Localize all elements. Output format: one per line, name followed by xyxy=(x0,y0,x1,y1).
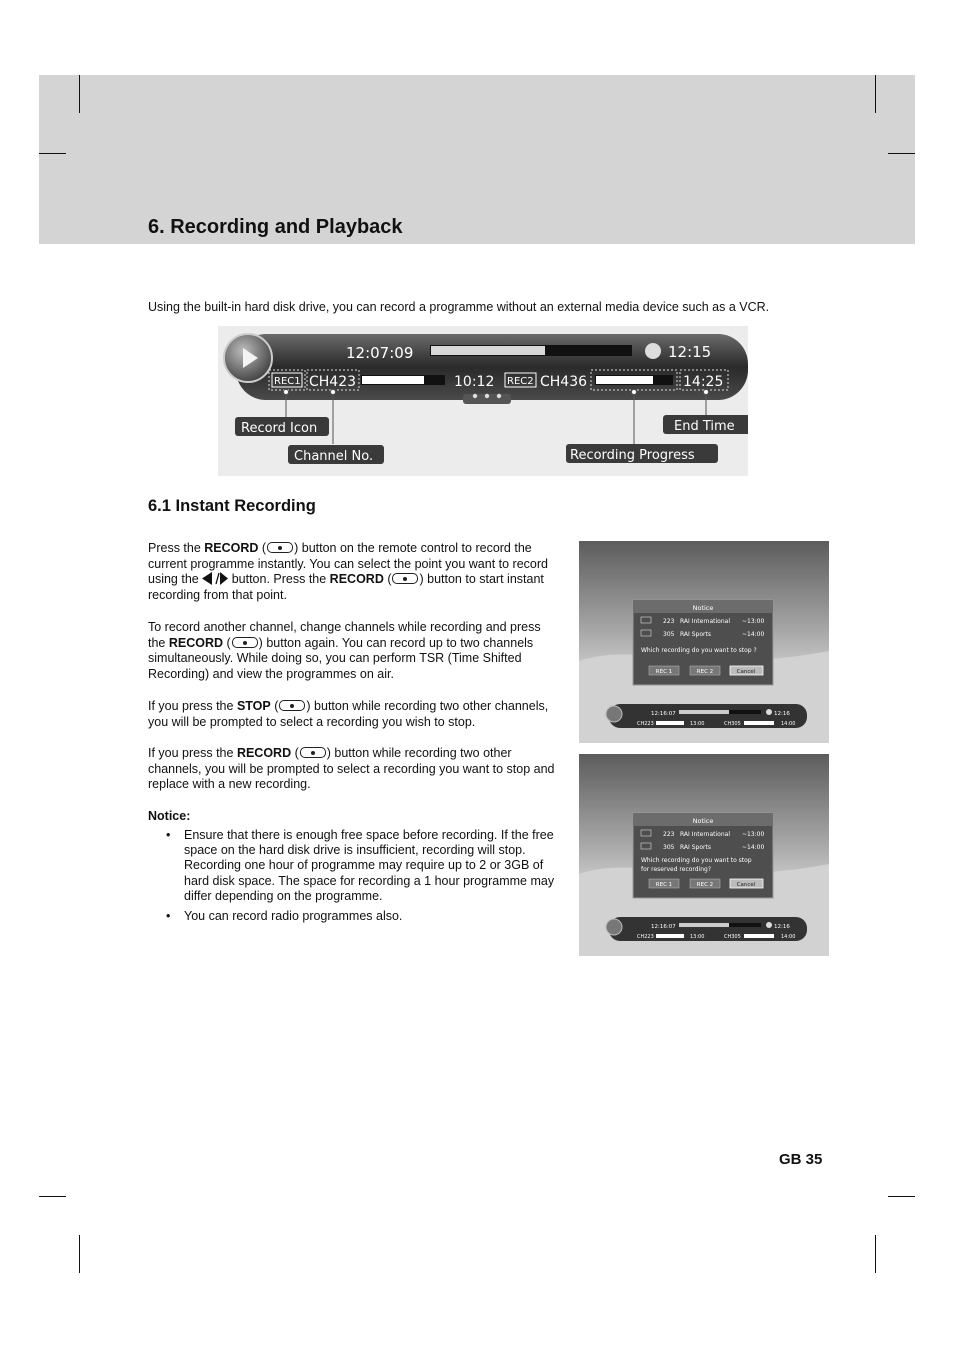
paragraph-2: To record another channel, change channels while recording and press the RECORD ( ) button again. You can record up to two channels simultaneously. While doing so, you can perform TSR (Time Shifted Recording) and view the programmes on air. xyxy=(148,620,541,682)
leader-dot xyxy=(632,390,637,395)
text: button while recording two other channels, you will be prompted to select a recording you want to stop and replace with a new recording. xyxy=(148,746,555,792)
mini-rec2-end: 14:00 xyxy=(781,934,796,940)
mini-clock: 12:16:07 xyxy=(651,711,676,717)
section-title: 6.1 Instant Recording xyxy=(148,497,316,515)
text: To record another channel, change channels while recording and press the xyxy=(148,620,541,650)
osd-diagram xyxy=(218,326,748,476)
rec1-progress-fill xyxy=(362,376,424,384)
stop-button-icon xyxy=(279,700,305,711)
record-keyword: RECORD xyxy=(168,635,224,650)
mini-timeshift-fill xyxy=(679,923,729,927)
rec2-button-label: REC 2 xyxy=(696,882,714,888)
mini-end-clock: 12:16 xyxy=(774,711,790,717)
mini-rec1-progress xyxy=(656,721,684,725)
rec1-button-label: REC 1 xyxy=(655,882,673,888)
crop-mark xyxy=(39,153,66,154)
rec1-button-label: REC 1 xyxy=(655,669,673,675)
mini-rec2-progress xyxy=(744,721,774,725)
text: button to start instant recording from that point. xyxy=(148,572,544,603)
callout-recording-progress-label: Recording Progress xyxy=(570,448,695,463)
mini-rec1-progress xyxy=(656,934,684,938)
rec2-button-label: REC 2 xyxy=(696,669,714,675)
crop-mark xyxy=(875,75,876,113)
dot xyxy=(473,394,477,398)
mini-timeshift-fill xyxy=(679,710,729,714)
rec2-channel: CH436 xyxy=(540,374,588,390)
osd-end-clock: 12:15 xyxy=(668,343,712,361)
notice-list xyxy=(148,828,558,929)
row-channel: 305 xyxy=(663,844,675,851)
dialog-question: for reserved recording? xyxy=(641,866,712,873)
record-button-icon xyxy=(392,573,418,584)
play-icon xyxy=(606,706,622,722)
dialog-title: Notice xyxy=(692,604,714,612)
mini-rec2-channel: CH305 xyxy=(724,721,741,727)
mini-clock: 12:16:07 xyxy=(651,924,676,930)
dot xyxy=(485,394,489,398)
record-button-icon xyxy=(300,747,326,758)
crop-mark xyxy=(875,1235,876,1273)
record-keyword: RECORD xyxy=(204,541,259,555)
timeshift-fill xyxy=(431,346,545,355)
text: Press the xyxy=(148,541,205,555)
text: If you press the xyxy=(148,746,237,760)
text: button on the remote control to record the current programme instantly. You can select the point you want to record using the xyxy=(148,541,548,587)
crop-mark xyxy=(79,1235,80,1273)
record-button-icon xyxy=(267,542,293,553)
osd-clock: 12:07:09 xyxy=(346,344,414,362)
text: Ensure that there is enough free space before recording. If the free space on the hard disk drive is insufficient, recording will stop. Recording one hour of programme may require up to 2 or 3GB of hard disk space. The space for recording a 1 hour programme may differ depending on the programme. xyxy=(184,828,555,903)
cancel-button-label: Cancel xyxy=(736,882,756,888)
dialog-question: Which recording do you want to stop ? xyxy=(641,647,757,654)
callout-record-icon-label: Record Icon xyxy=(241,421,318,436)
record-button-icon xyxy=(232,637,258,648)
chapter-title: 6. Recording and Playback xyxy=(148,216,403,238)
text: You can record radio programmes also. xyxy=(184,909,403,924)
mini-rec1-channel: CH223 xyxy=(637,721,654,727)
clock-icon xyxy=(645,343,661,359)
text: button again. You can record up to two channels simultaneously. While doing so, you can perform TSR (Time Shifted Recording) and view the programmes on air. xyxy=(148,635,534,682)
clock-icon xyxy=(766,709,772,715)
text: button while recording two other channels, you will be prompted to select a recording you wish to stop. xyxy=(148,699,549,729)
rec2-end: 14:25 xyxy=(683,374,724,390)
row-name: RAI International xyxy=(680,831,731,838)
row-end: ~14:00 xyxy=(742,631,765,638)
notice-heading: Notice: xyxy=(148,809,191,823)
mini-rec2-progress xyxy=(744,934,774,938)
cancel-button-label: Cancel xyxy=(736,669,756,675)
row-name: RAI Sports xyxy=(680,631,711,638)
row-end: ~14:00 xyxy=(742,844,765,851)
text: button. Press the xyxy=(228,572,330,587)
leader-dot xyxy=(704,390,709,395)
stop-keyword: STOP xyxy=(236,699,271,713)
mini-end-clock: 12:16 xyxy=(774,924,790,930)
rec1-label: REC1 xyxy=(274,376,301,387)
paragraph-4: If you press the RECORD ( ) button while recording two other channels, you will be prompted to select a recording you want to stop and replace with a new recording. xyxy=(148,746,555,792)
screenshot-stop-dialog xyxy=(579,541,829,743)
crop-mark xyxy=(79,75,80,113)
dialog-title: Notice xyxy=(692,817,714,825)
record-keyword: RECORD xyxy=(236,746,292,760)
rec2-progress-fill xyxy=(596,376,653,384)
play-icon xyxy=(606,919,622,935)
text: If you press the xyxy=(148,699,237,713)
row-name: RAI Sports xyxy=(680,844,711,851)
rec1-channel: CH423 xyxy=(309,374,357,390)
crop-mark xyxy=(39,1196,66,1197)
row-end: ~13:00 xyxy=(742,831,765,838)
crop-mark xyxy=(888,153,915,154)
row-channel: 223 xyxy=(663,831,675,838)
leader-dot xyxy=(284,390,289,395)
clock-icon xyxy=(766,922,772,928)
mini-rec2-channel: CH305 xyxy=(724,934,741,940)
rec1-end: 10:12 xyxy=(454,374,495,390)
paragraph-3: If you press the STOP ( ) button while recording two other channels, you will be prompted to select a recording you wish to stop. xyxy=(148,699,549,729)
screenshot-reserved-dialog xyxy=(579,754,829,956)
list-item xyxy=(148,909,558,924)
rec2-label: REC2 xyxy=(507,376,534,387)
callout-end-time-label: End Time xyxy=(674,419,735,434)
row-name: RAI International xyxy=(680,618,731,625)
list-item xyxy=(148,828,558,904)
intro-text: Using the built-in hard disk drive, you can record a programme without an external media device such as a VCR. xyxy=(148,300,770,314)
mini-rec2-end: 14:00 xyxy=(781,721,796,727)
paragraph-1: Press the RECORD ( ) button on the remote control to record the current programme instantly. You can select the point you want to record using the button. Press the RECORD ( ) button to start instant recording from that point. xyxy=(148,541,548,603)
crop-mark xyxy=(888,1196,915,1197)
row-channel: 305 xyxy=(663,631,675,638)
page-number: GB 35 xyxy=(779,1151,823,1168)
mini-rec1-end: 13:00 xyxy=(690,934,705,940)
mini-rec1-end: 13:00 xyxy=(690,721,705,727)
dialog-question: Which recording do you want to stop xyxy=(641,857,752,864)
callout-channel-no-label: Channel No. xyxy=(294,449,374,464)
row-channel: 223 xyxy=(663,618,675,625)
record-keyword: RECORD xyxy=(329,572,384,587)
leader-dot xyxy=(331,390,336,395)
dot xyxy=(497,394,501,398)
mini-rec1-channel: CH223 xyxy=(637,934,654,940)
bullet: • xyxy=(166,828,171,842)
row-end: ~13:00 xyxy=(742,618,765,625)
bullet: • xyxy=(166,909,171,924)
left-right-arrow-icon xyxy=(202,572,228,585)
